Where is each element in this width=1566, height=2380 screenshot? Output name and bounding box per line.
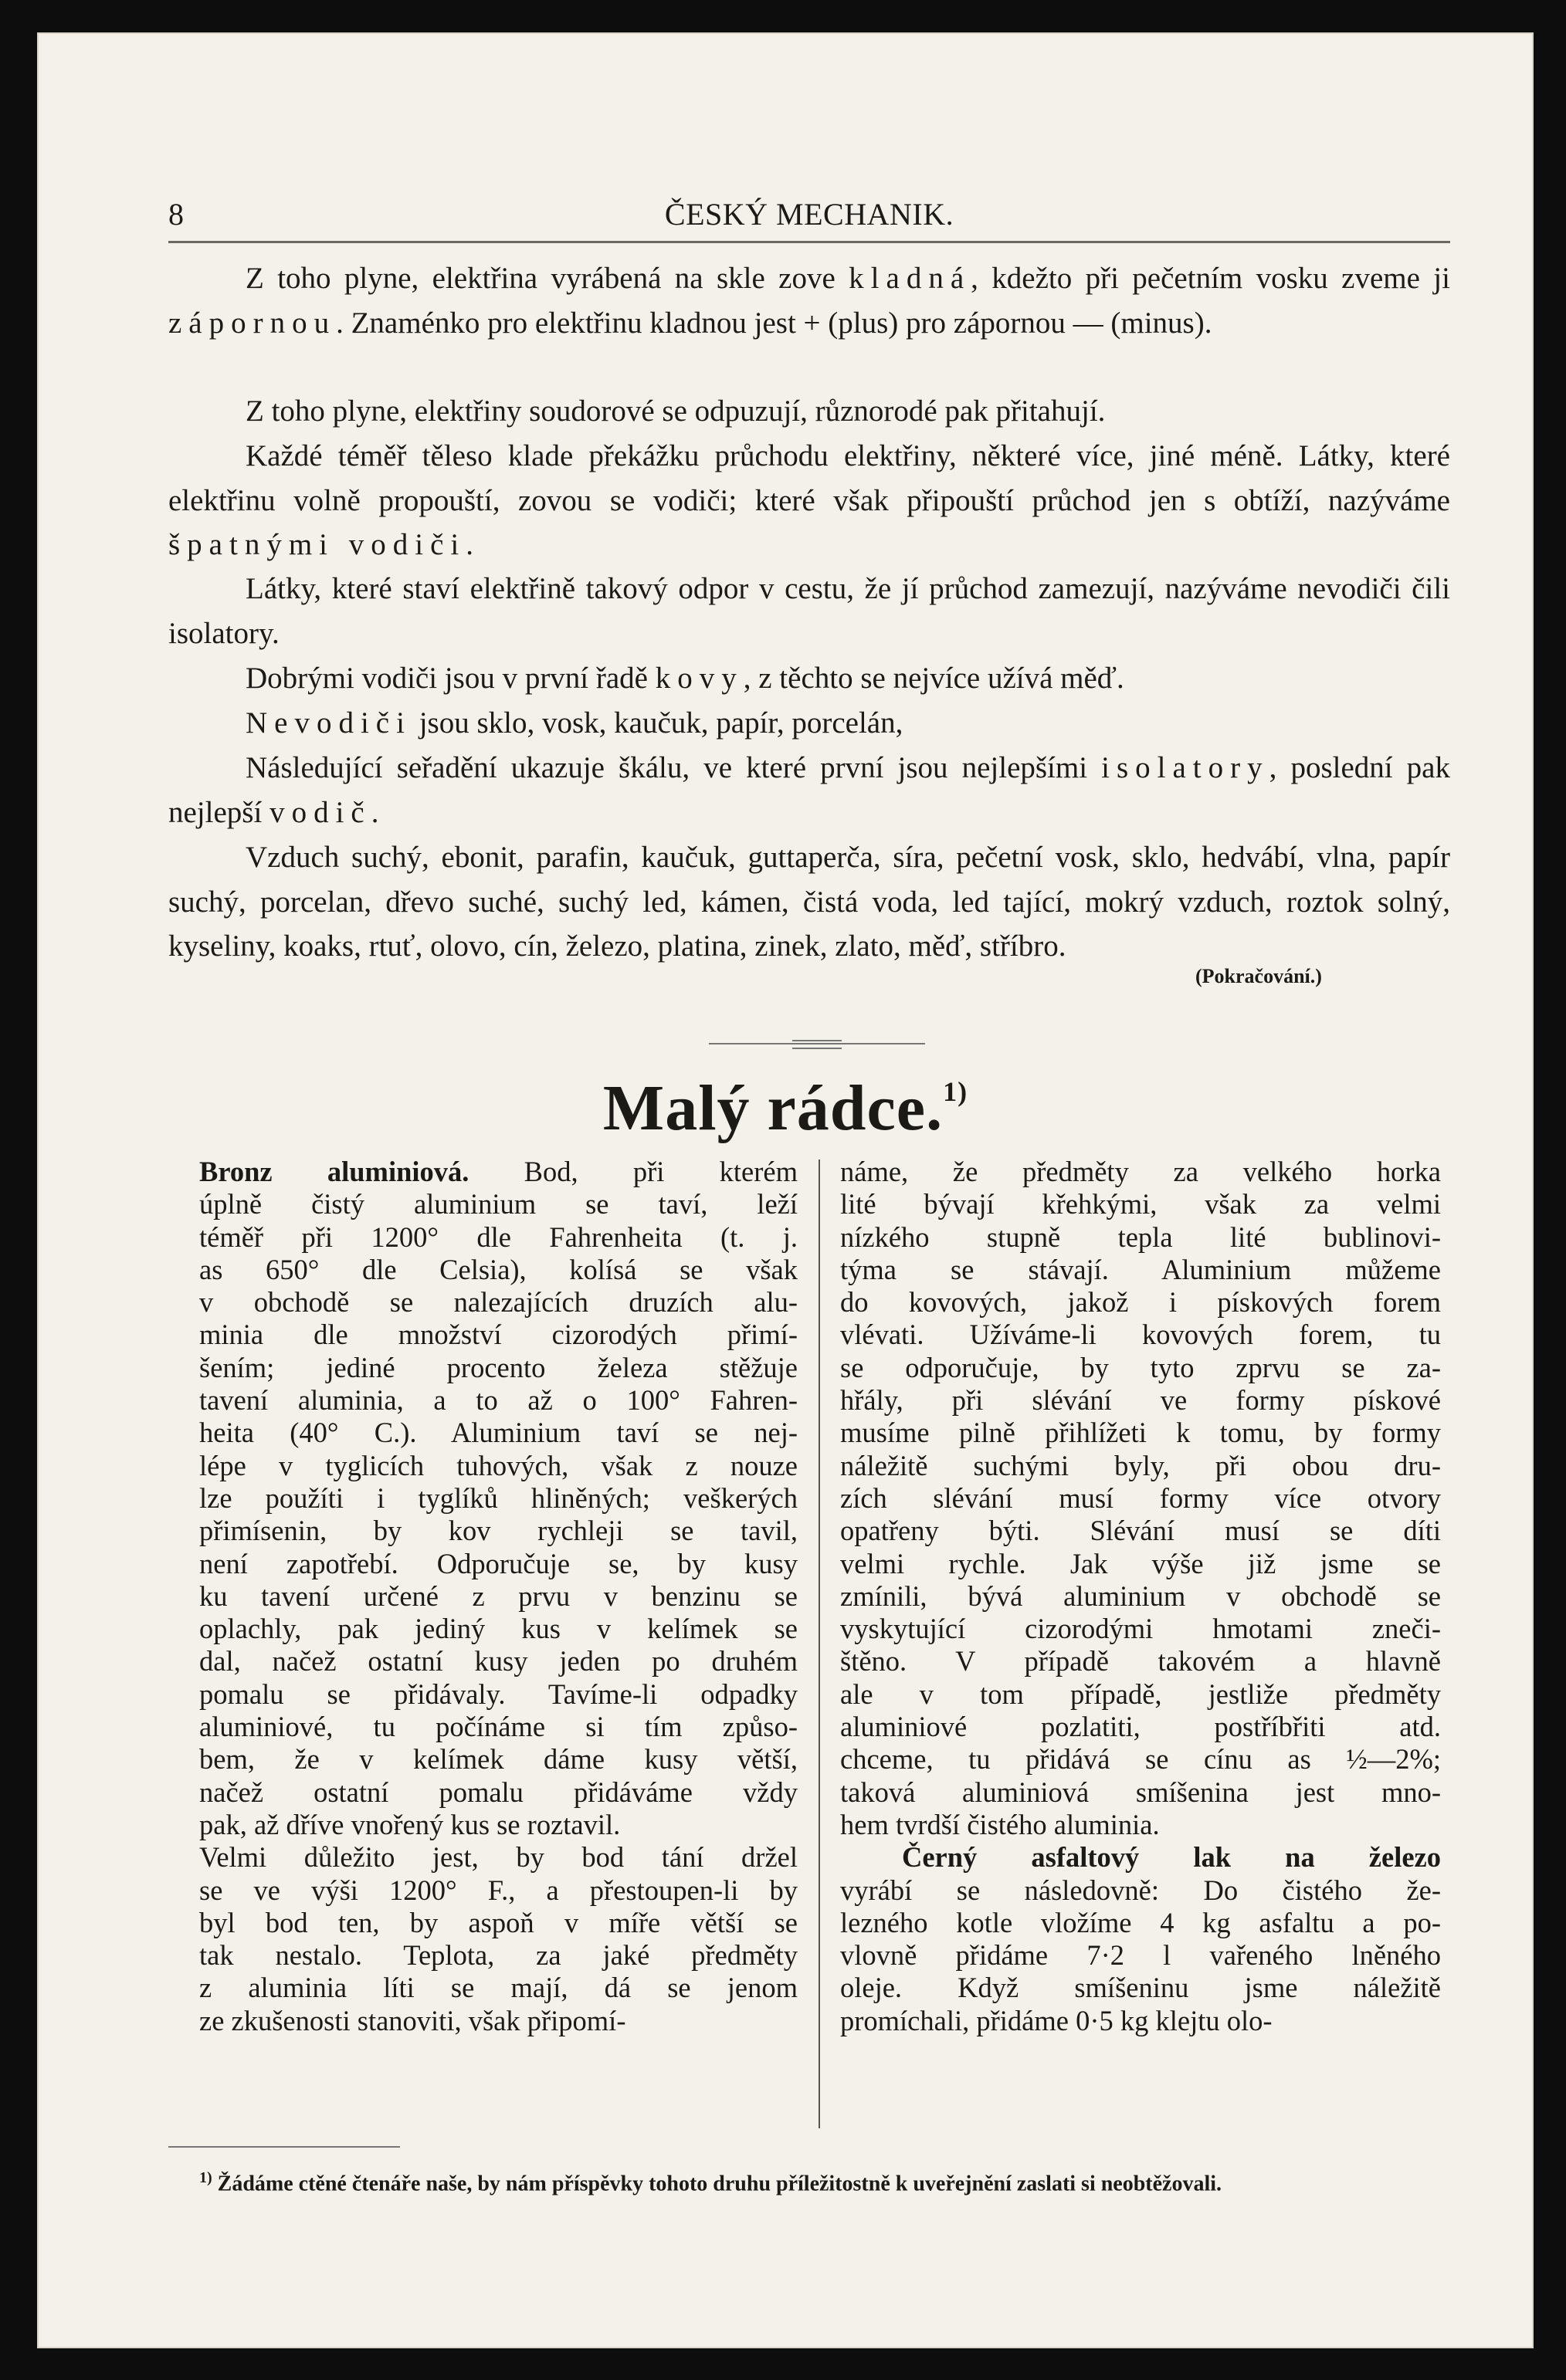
column-line: ku tavení určené z prvu v benzinu se [199,1579,798,1612]
continuation-note: (Pokračování.) [1195,965,1322,987]
column-line: štěno. V případě takovém a hlavně [840,1645,1441,1678]
column-line: hřály, při slévání ve formy pískové [840,1384,1441,1417]
scanned-page [37,32,1534,2348]
spaced-emphasis: špatnými vodiči [168,528,466,561]
column-line: do kovových, jakož i pískových forem [840,1286,1441,1319]
column-line: ale v tom případě, jestliže předměty [840,1678,1441,1710]
column-line: dal, načež ostatní kusy jeden po druhém [199,1645,798,1678]
page-header [168,164,1450,232]
column-line: minia dle množství cizorodých přimí- [199,1319,798,1351]
column-line: lze použíti i tyglíků hliněných; veškerých [199,1481,798,1514]
column-line: zích slévání musí formy více otvory [840,1481,1441,1514]
spaced-emphasis: kladná [849,262,971,295]
column-line: z aluminia líti se mají, dá se jenom [199,1972,798,2004]
spaced-emphasis: vodič [269,795,371,829]
column-line: Velmi důležito jest, by bod tání držel [199,1841,798,1874]
column-line: musíme pilně přihlížeti k tomu, by formy [840,1417,1441,1449]
column-line: týma se stávají. Aluminium můžeme [840,1253,1441,1285]
column-line: se ve výši 1200° F., a přestoupen-li by [199,1874,798,1906]
spaced-emphasis: zápornou [168,306,337,340]
column-line: není zapotřebí. Odporučuje se, by kusy [199,1547,798,1579]
column-line: načež ostatní pomalu přidáváme vždy [199,1776,798,1808]
column-line: pomalu se přidávaly. Tavíme-li odpadky [199,1678,798,1710]
intro-paragraph: Dobrými vodiči jsou v první řadě kovy, z těchto se nejvíce užívá měď. [246,662,1124,695]
column-line: zmínili, bývá aluminium v obchodě se [840,1579,1441,1612]
column-line: vlovně přidáme 7·2 l vařeného lněného [840,1939,1441,1972]
column-line: lité bývají křehkými, však za velmi [840,1188,1441,1220]
column-line: as 650° dle Celsia), kolísá se však [199,1253,798,1285]
column-line: promíchali, přidáme 0·5 kg klejtu olo- [840,2004,1273,2036]
right-column [840,1156,1441,2037]
column-line: vyskytující cizorodými hmotami zneči- [840,1613,1441,1645]
column-line: lezného kotle vložíme 4 kg asfaltu a po- [840,1906,1441,1938]
column-line: oplachly, pak jediný kus v kelímek se [199,1613,798,1645]
section-ornament [709,1036,925,1051]
column-line: aluminiové, tu počínáme si tím způso- [199,1711,798,1743]
column-line: úplně čistý aluminium se taví, leží [199,1188,798,1220]
column-line: opatřeny býti. Slévání musí se díti [840,1515,1441,1547]
spaced-emphasis: isolatory [1101,751,1269,784]
column-line: v obchodě se nalezajících druzích alu- [199,1286,798,1319]
column-line: vlévati. Užíváme-li kovových forem, tu [840,1319,1441,1351]
column-line: náležitě suchými byly, při obou dru- [840,1449,1441,1481]
column-line: bem, že v kelímek dáme kusy větší, [199,1743,798,1776]
intro-paragraph: Každé téměř těleso klade překážku průchodu elektřiny, některé více, jiné méně. Látky, které elektřinu volně propouští, zovou se vodiči; které však připouští průchod jen s obtíží, nazýváme špatnými vodiči. [168,439,1450,561]
intro-paragraph: Z toho plyne, elektřina vyrábená na skle zove kladná, kdežto při pečetním vosku zveme ji zápornou. Znaménko pro elektřinu kladnou jest + (plus) pro zápornou — (minus). [168,262,1450,340]
column-line: byl bod ten, by aspoň v míře větší se [199,1906,798,1938]
column-line: šením; jediné procento železa stěžuje [199,1351,798,1383]
column-line: lépe v tyglicích tuhových, však z nouze [199,1449,798,1481]
column-line: nízkého stupně tepla lité bublinovi- [840,1220,1441,1253]
header-rule [168,241,1450,243]
intro-paragraph: Vzduch suchý, ebonit, parafin, kaučuk, guttaperča, síra, pečetní vosk, sklo, hedvábí, vlna, papír suchý, porcelan, dřevo suché, suchý led, kámen, čistá voda, led tající, mokrý vzduch, roztok solný, kyseliny, koaks, rtuť, olovo, cín, železo, platina, zinek, zlato, měď, stříbro. [168,841,1450,963]
intro-paragraph: Následující seřadění ukazuje škálu, ve které první jsou nejlepšími isolatory, poslední pak nejlepší vodič. [168,751,1450,829]
left-column [199,1156,798,2037]
column-line: přimísenin, by kov rychleji se tavil, [199,1515,798,1547]
column-line: heita (40° C.). Aluminium taví se nej- [199,1417,798,1449]
footnote-rule [168,2146,400,2148]
column-line: hem tvrdší čistého aluminia. [840,1808,1160,1840]
spaced-emphasis: Nevodiči [246,706,412,740]
running-title: ČESKÝ MECHANIK. [664,197,954,232]
intro-paragraph: Látky, které staví elektřině takový odpor v cestu, že jí průchod zamezují, nazýváme nevodiči čili isolatory. [168,572,1450,650]
intro-paragraph: Nevodiči jsou sklo, vosk, kaučuk, papír, porcelán, [246,706,903,740]
column-line: tavení aluminia, a to až o 100° Fahren- [199,1384,798,1417]
intro-paragraph: Z toho plyne, elektřiny soudorové se odpuzují, různorodé pak přitahují. [246,394,1106,428]
column-line: chceme, tu přidává se cínu as ½—2%; [840,1743,1441,1776]
column-line: ze zkušenosti stanoviti, však připomí- [199,2004,626,2036]
column-line: pak, až dříve vnořený kus se roztavil. [199,1808,621,1840]
column-divider [819,1160,820,2128]
column-line: Bronz aluminiová. Bod, při kterém [199,1156,798,1187]
column-line: náme, že předměty za velkého horka [840,1156,1441,1187]
column-line: velmi rychle. Jak výše již jsme se [840,1547,1441,1579]
column-line: téměř při 1200° dle Fahrenheita (t. j. [199,1220,798,1253]
spaced-emphasis: kovy [655,662,744,695]
column-line: Černý asfaltový lak na železo [902,1841,1441,1874]
column-line: vyrábí se následovně: Do čistého že- [840,1874,1441,1906]
column-line: tak nestalo. Teplota, za jaké předměty [199,1939,798,1972]
column-line: se odporučuje, by tyto zprvu se za- [840,1351,1441,1383]
article-title: Malý rádce.$^{1)}$ [602,1072,968,1144]
column-line: taková aluminiová smíšenina jest mno- [840,1776,1441,1808]
page-number: 8 [168,197,184,232]
column-line: oleje. Když smíšeninu jsme náležitě [840,1972,1441,2004]
column-line: aluminiové pozlatiti, postříbřiti atd. [840,1711,1441,1743]
footnote: $^{1)}$ Žádáme ctěné čtenáře naše, by nám příspěvky tohoto druhu příležitostně k uveřejnění zaslati si neobtěžovali. [199,2169,1222,2196]
